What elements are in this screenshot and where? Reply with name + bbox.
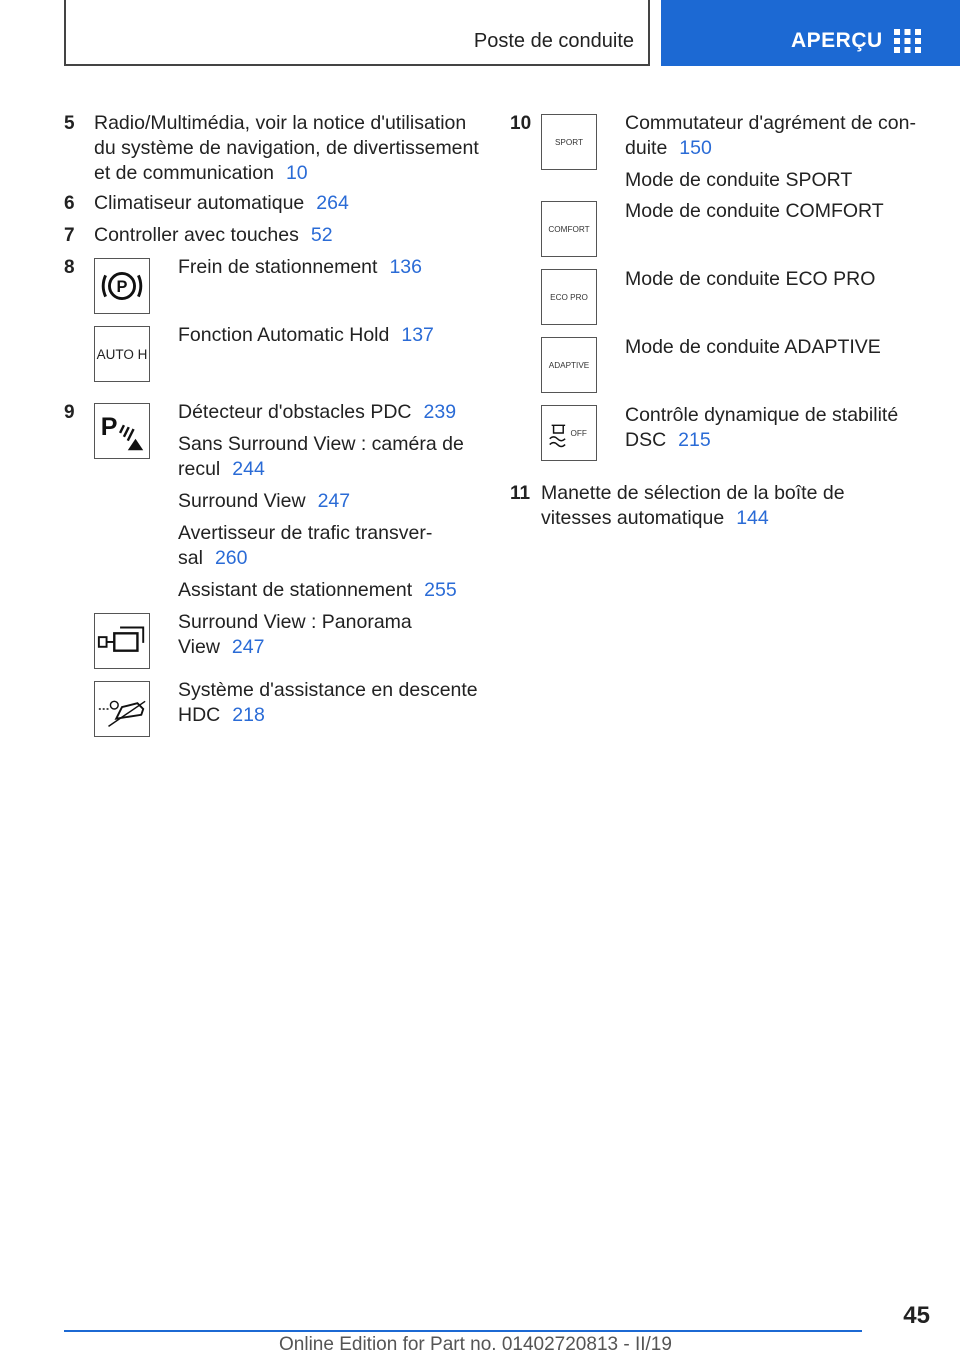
list-item	[64, 223, 484, 255]
item-text: Manette de sélection de la boîte de vitesses automatique	[541, 482, 845, 529]
auto-hold-icon-label: AUTO H	[96, 346, 148, 362]
list-item	[64, 111, 484, 191]
item-text: Mode de conduite COMFORT	[625, 200, 884, 222]
svg-text:P: P	[116, 277, 128, 296]
footer-edition-text: Online Edition for Part no. 01402720813 - II/19	[279, 1334, 672, 1355]
item-text: Fonction Automatic Hold	[178, 324, 390, 346]
item-text: Sans Surround View : caméra de recul	[178, 433, 464, 480]
section-title: Poste de conduite	[473, 30, 634, 52]
item-number: 7	[64, 225, 75, 246]
sport-button-icon	[541, 114, 597, 170]
item-text: Avertisseur de trafic transver-sal	[178, 522, 433, 569]
item-number: 5	[64, 113, 75, 134]
item-text: Frein de stationnement	[178, 256, 378, 278]
dsc-off-icon	[541, 405, 597, 461]
header-section-box	[64, 0, 650, 66]
item-text: Mode de conduite SPORT	[625, 169, 853, 191]
item-text: Assistant de stationnement	[178, 579, 413, 601]
page-ref-link[interactable]: 264	[316, 192, 349, 214]
item-number: 6	[64, 193, 75, 214]
page-ref-link[interactable]: 247	[317, 490, 351, 512]
overview-tab-label: APERÇU	[791, 29, 883, 52]
adaptive-button-icon-label: ADAPTIVE	[548, 360, 590, 370]
hill-descent-icon	[94, 681, 150, 737]
item-text: Commutateur d'agrément de con-duite	[625, 112, 916, 159]
item-number: 9	[64, 402, 75, 423]
parking-brake-icon	[94, 258, 150, 314]
list-item	[64, 400, 484, 740]
item-number: 10	[510, 113, 532, 134]
item-text: Climatiseur automatique	[94, 192, 305, 214]
item-text: Contrôle dynamique de stabilité DSC	[625, 404, 899, 451]
footer-divider	[64, 1330, 862, 1332]
page-ref-link[interactable]: 52	[310, 224, 333, 246]
dsc-off-icon-label: OFF	[570, 428, 587, 438]
eco-pro-button-icon-label: ECO PRO	[550, 292, 588, 302]
item-text: Mode de conduite ECO PRO	[625, 268, 876, 290]
page-number: 45	[903, 1302, 930, 1329]
item-text: Détecteur d'obstacles PDC	[178, 401, 412, 423]
page-ref-link[interactable]: 247	[231, 636, 265, 658]
page-ref-link[interactable]: 137	[401, 324, 434, 346]
svg-text:P: P	[100, 412, 118, 441]
item-text: Surround View	[178, 490, 306, 512]
sport-button-icon-label: SPORT	[554, 137, 584, 147]
page-ref-link[interactable]: 239	[423, 401, 457, 423]
item-text: Controller avec touches	[94, 224, 299, 246]
auto-hold-icon	[94, 326, 150, 382]
list-item	[510, 111, 930, 481]
item-number: 8	[64, 257, 75, 278]
item-text: Système d'assistance en descente HDC	[178, 679, 478, 726]
page-ref-link[interactable]: 218	[232, 704, 265, 726]
eco-pro-button-icon	[541, 269, 597, 325]
page-ref-link[interactable]: 10	[285, 162, 308, 184]
comfort-button-icon	[541, 201, 597, 257]
comfort-button-icon-label: COMFORT	[548, 224, 590, 234]
page-ref-link[interactable]: 255	[424, 579, 457, 601]
list-item	[64, 255, 484, 400]
page-ref-link[interactable]: 150	[679, 137, 712, 159]
list-item	[510, 481, 930, 541]
item-text: Radio/Multimédia, voir la notice d'utilisation du système de navigation, de divertissement et de communication	[94, 112, 479, 184]
pdc-icon	[94, 403, 150, 459]
panorama-view-icon	[94, 613, 150, 669]
page-ref-link[interactable]: 244	[232, 458, 265, 480]
item-text: Mode de conduite ADAPTIVE	[625, 336, 881, 358]
left-column	[64, 111, 484, 740]
item-number: 11	[510, 483, 531, 504]
page-ref-link[interactable]: 215	[678, 429, 711, 451]
grid-menu-icon[interactable]	[894, 29, 921, 53]
adaptive-button-icon	[541, 337, 597, 393]
page-ref-link[interactable]: 144	[736, 507, 769, 529]
page-ref-link[interactable]: 136	[389, 256, 422, 278]
list-item	[64, 191, 484, 223]
page-ref-link[interactable]: 260	[214, 547, 248, 569]
right-column	[510, 111, 930, 541]
item-text: Surround View : Panorama View	[178, 611, 412, 658]
